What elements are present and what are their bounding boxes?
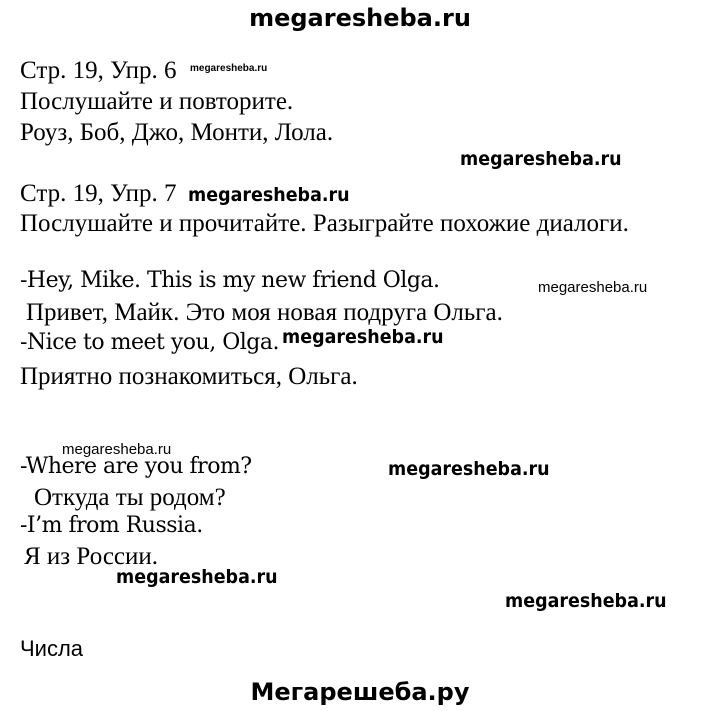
watermark: megaresheba.ru <box>505 590 667 612</box>
watermark: megaresheba.ru <box>190 63 268 74</box>
watermark: megaresheba.ru <box>538 279 648 296</box>
exercise7-instruction: Послушайте и прочитайте. Разыграйте похожие диалоги. <box>20 210 629 237</box>
dialogue-line4-en: -I’m from Russia. <box>20 513 203 538</box>
site-header: megaresheba.ru <box>249 4 471 32</box>
exercise6-instruction: Послушайте и повторите. <box>20 88 294 115</box>
watermark: megaresheba.ru <box>460 148 622 170</box>
watermark: megaresheba.ru <box>188 184 350 206</box>
exercise6-names: Роуз, Боб, Джо, Монти, Лола. <box>20 119 334 146</box>
exercise7-title: Стр. 19, Упр. 7 <box>20 180 177 207</box>
dialogue-line1-en: -Hey, Mike. This is my new friend Olga. <box>20 268 440 293</box>
dialogue-line3-en: -Where are you from? <box>20 454 252 479</box>
dialogue-line1-ru: Привет, Майк. Это моя новая подруга Ольга. <box>26 299 503 326</box>
dialogue-line2-ru: Приятно познакомиться, Ольга. <box>20 363 358 390</box>
dialogue-line2-en: -Nice to meet you, Olga. <box>20 330 279 355</box>
numbers-heading: Числа <box>20 636 84 661</box>
site-footer: Мегарешеба.ру <box>250 678 470 706</box>
watermark: megaresheba.ru <box>282 326 444 348</box>
watermark: megaresheba.ru <box>388 458 550 480</box>
dialogue-line4-ru: Я из России. <box>24 543 159 570</box>
watermark: megaresheba.ru <box>116 566 278 588</box>
dialogue-line3-ru: Откуда ты родом? <box>34 484 226 511</box>
exercise6-title: Стр. 19, Упр. 6 <box>20 57 177 84</box>
watermark: megaresheba.ru <box>62 441 172 458</box>
